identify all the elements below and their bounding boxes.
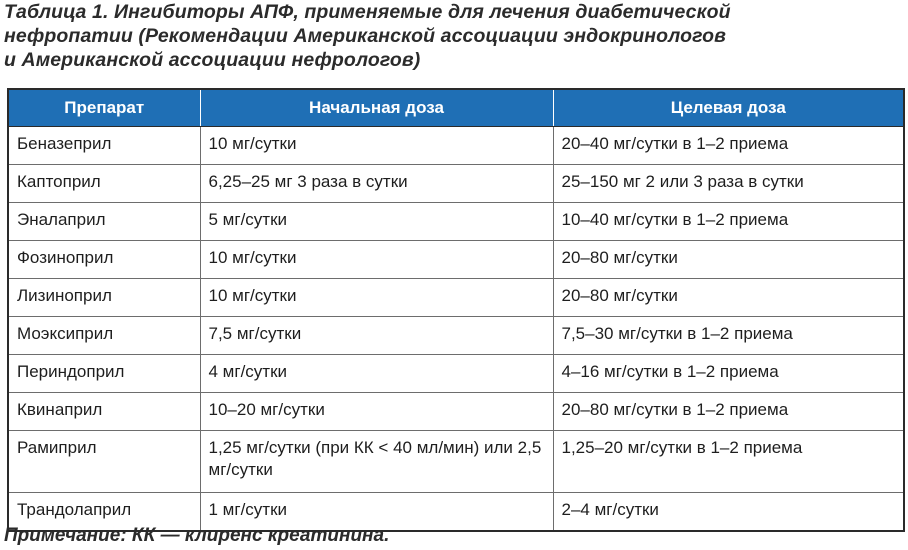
drug-name: Квинаприл (8, 393, 200, 431)
caption-line-2: нефропатии (Рекомендации Американской ассоциации эндокринологов (4, 25, 727, 47)
drug-name: Трандолаприл (8, 493, 200, 532)
initial-dose: 6,25–25 мг 3 раза в сутки (200, 165, 553, 203)
initial-dose: 7,5 мг/сутки (200, 317, 553, 355)
target-dose: 7,5–30 мг/сутки в 1–2 приема (553, 317, 904, 355)
target-dose: 2–4 мг/сутки (553, 493, 904, 532)
table-row (8, 241, 904, 279)
drug-name: Моэксиприл (8, 317, 200, 355)
drug-name: Каптоприл (8, 165, 200, 203)
initial-dose: 5 мг/сутки (200, 203, 553, 241)
initial-dose: 10 мг/сутки (200, 127, 553, 165)
drug-name: Рамиприл (8, 431, 200, 493)
caption-line-3: и Американской ассоциации нефрологов) (4, 49, 421, 71)
table-caption (4, 0, 904, 72)
target-dose: 20–80 мг/сутки (553, 279, 904, 317)
target-dose: 20–80 мг/сутки в 1–2 приема (553, 393, 904, 431)
table-row (8, 431, 904, 493)
target-dose: 25–150 мг 2 или 3 раза в сутки (553, 165, 904, 203)
drug-name: Фозиноприл (8, 241, 200, 279)
drug-name: Эналаприл (8, 203, 200, 241)
table-row (8, 317, 904, 355)
table-row (8, 127, 904, 165)
caption-line-1: Таблица 1. Ингибиторы АПФ, применяемые для лечения диабетической (4, 1, 731, 23)
header-target-dose: Целевая доза (553, 89, 904, 127)
target-dose: 4–16 мг/сутки в 1–2 приема (553, 355, 904, 393)
table-row (8, 203, 904, 241)
header-row (8, 89, 904, 127)
initial-dose: 1,25 мг/сутки (при КК < 40 мл/мин) или 2,5 мг/сутки (200, 431, 553, 493)
footnote: Примечание: КК — клиренс креатинина. (4, 525, 390, 546)
table-row (8, 393, 904, 431)
drug-name: Периндоприл (8, 355, 200, 393)
initial-dose: 10 мг/сутки (200, 241, 553, 279)
table-row (8, 279, 904, 317)
initial-dose: 10 мг/сутки (200, 279, 553, 317)
ace-inhibitors-table (7, 88, 905, 532)
initial-dose: 10–20 мг/сутки (200, 393, 553, 431)
drug-name: Лизиноприл (8, 279, 200, 317)
header-initial-dose: Начальная доза (200, 89, 553, 127)
drug-name: Беназеприл (8, 127, 200, 165)
initial-dose: 1 мг/сутки (200, 493, 553, 532)
header-drug: Препарат (8, 89, 200, 127)
target-dose: 20–40 мг/сутки в 1–2 приема (553, 127, 904, 165)
target-dose: 20–80 мг/сутки (553, 241, 904, 279)
initial-dose: 4 мг/сутки (200, 355, 553, 393)
target-dose: 10–40 мг/сутки в 1–2 приема (553, 203, 904, 241)
target-dose: 1,25–20 мг/сутки в 1–2 приема (553, 431, 904, 493)
table-row (8, 165, 904, 203)
table-row (8, 355, 904, 393)
